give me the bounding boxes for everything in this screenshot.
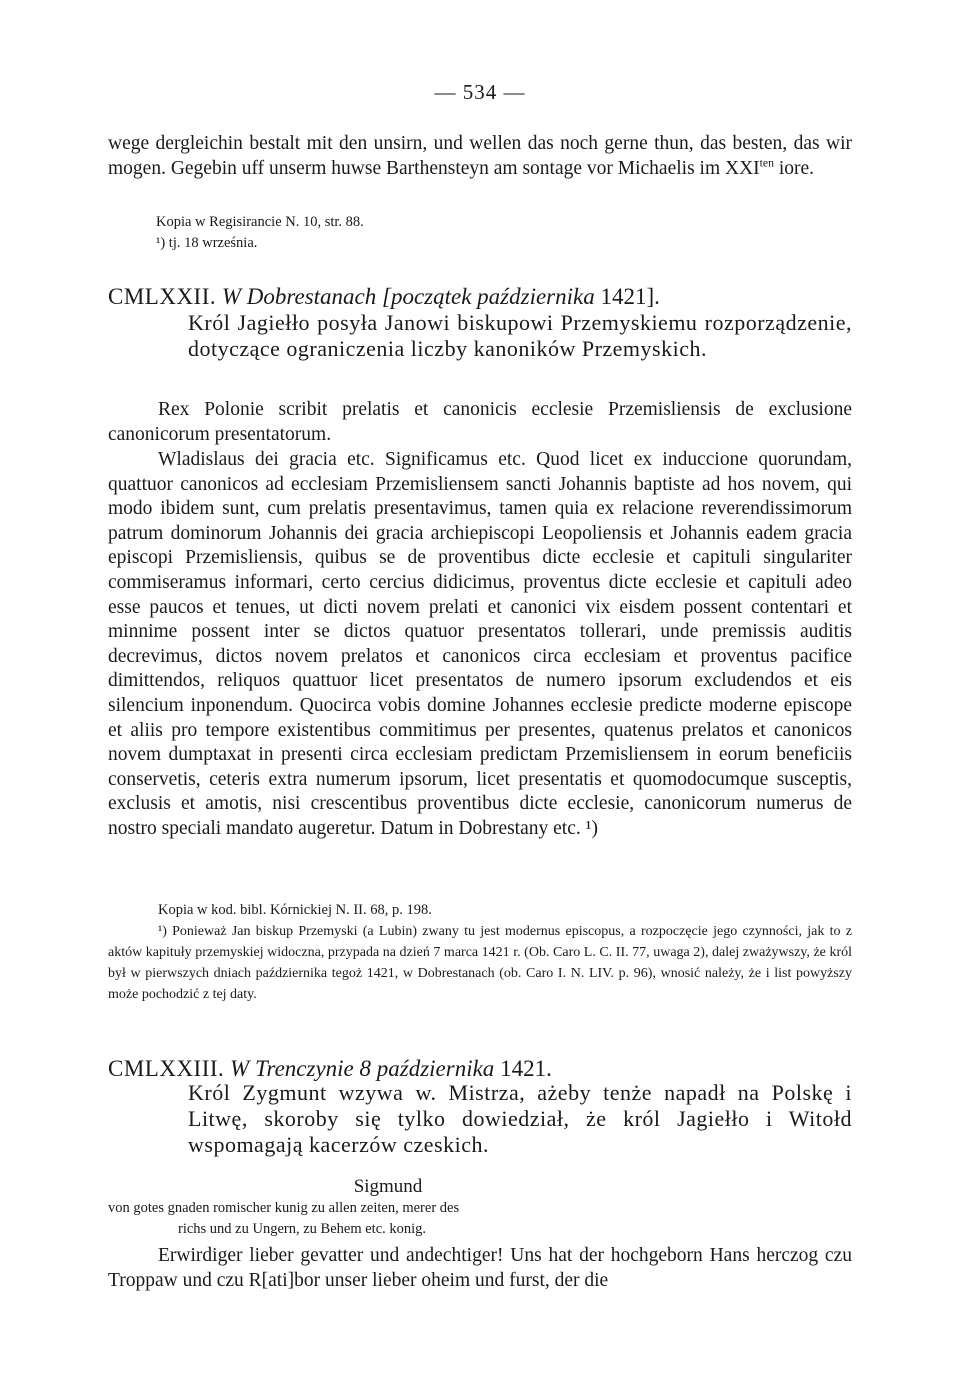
- sender-title: richs und zu Ungern, zu Behem etc. konig.: [178, 1221, 427, 1237]
- source-note: Kopia w kod. bibl. Kórnickiej N. II. 68, p. 198.: [158, 902, 432, 918]
- document-summary: Król Zygmunt wzywa w. Mistrza, ażeby tenże napadł na Polskę i Litwę, skoroby się tylko dowiedział, że król Jagiełło i Witołd wspomagają kacerzów czeskich.: [188, 1080, 852, 1157]
- document-body-block: [108, 448, 852, 842]
- document-body: Erwirdiger lieber gevatter und andechtiger! Uns hat der hochgeborn Hans herczog czu Troppaw und czu R[ati]bor unser lieber oheim und furst, der die: [108, 1245, 852, 1291]
- document-rubric-block: [108, 398, 852, 447]
- page-number: — 534 —: [434, 80, 526, 104]
- sender-title: von gotes gnaden romischer kunig zu allen zeiten, merer des: [108, 1200, 460, 1216]
- document-summary-block: [108, 310, 852, 362]
- top-text-block: [108, 132, 852, 181]
- source-note: Kopia w Regisirancie N. 10, str. 88.: [156, 214, 364, 230]
- continued-text: wege dergleichin bestalt mit den unsirn, und wellen das noch gerne thun, das besten, das wir mogen. Gegebin uff unserm huwse Barthensteyn am sontage vor Michaelis im $XXI^{ten}$ iore.: [108, 133, 852, 179]
- document-summary-block: [108, 1080, 852, 1158]
- footnote: ¹) Ponieważ Jan biskup Przemyski (a Lubin) zwany tu jest modernus episcopus, a rozpoczęcie jego czynności, jak to z aktów kapituły przemyskiej widoczna, przypada na dzień 7 marca 1421 r. (Ob. Caro L. C. II. 77, uwaga 2), dalej zważywszy, że król był w pierwszych dniach października tegoż 1421, w Dobrestanach (ob. Caro I. N. LIV. p. 96), wnosić należy, że i list powyższy może pochodzić z tej daty.: [108, 924, 852, 1002]
- document-summary: Król Jagiełło posyła Janowi biskupowi Przemyskiemu rozporządzenie, dotyczące ograniczenia liczby kanoników Przemyskich.: [188, 310, 852, 361]
- document-header: [108, 282, 852, 311]
- document-notes-block: [108, 900, 852, 1005]
- document-heading: CMLXXIII. W Trenczynie 8 października 1421.: [108, 1056, 552, 1081]
- sender-block: [108, 1176, 852, 1240]
- document-body-block: [108, 1244, 852, 1293]
- document-rubric: Rex Polonie scribit prelatis et canonicis ecclesie Przemisliensis de exclusione canonicorum presentatorum.: [108, 399, 852, 445]
- document-heading: CMLXXII. W Dobrestanach [początek października 1421].: [108, 284, 660, 309]
- top-source-block: [156, 212, 756, 254]
- document-body: Wladislaus dei gracia etc. Significamus etc. Quod licet ex induccione quorundam, quattuor canonicos ad ecclesiam Przemisliensem sancti Johannis baptiste ad hos novem, qui modo ibidem sunt, cum prelatis presentavimus, tamen quia ex relacione reverendissimorum patrum dominorum Johannis dei gracia archiepiscopi Leopoliensis et Johannis eadem gracia episcopi Przemisliensis, quibus se de proventibus dicte ecclesie et capituli singulariter commiseramus informari, certo cercius didicimus, proventus dicte ecclesie et capituli adeo esse paucos et tenues, ut dicti novem prelati et canonici vix eisdem possent contentari et minnime possent inter se dictos quatuor presentatos tollerari, unde premissis auditis decrevimus, dictos novem prelatos et canonicos circa ecclesiam et proventus pacifice dimittendos, reliquos quattuor licet presentatos de numero ipsorum excludendos et eis silencium inponendum. Quocirca vobis domine Johannes ecclesie predicte moderne episcope et aliis pro tempore existentibus commitimus per presentes, quatenus prelatos et canonicos novem dumptaxat in presenti circa ecclesiam predictam Przemisliensem in eorum beneficiis conservetis, ceteris extra numerum ipsorum, licet presentatis et quomodocumque susceptis, exclusis et amotis, nisi crescentibus proventibus dicte ecclesie, canonicorum numerus de nostro speciali mandato augeretur. Datum in Dobrestany etc. ¹): [108, 449, 852, 839]
- footnote: ¹) tj. 18 września.: [156, 235, 258, 251]
- sender-name: Sigmund: [353, 1176, 423, 1197]
- document-header: [108, 1054, 852, 1083]
